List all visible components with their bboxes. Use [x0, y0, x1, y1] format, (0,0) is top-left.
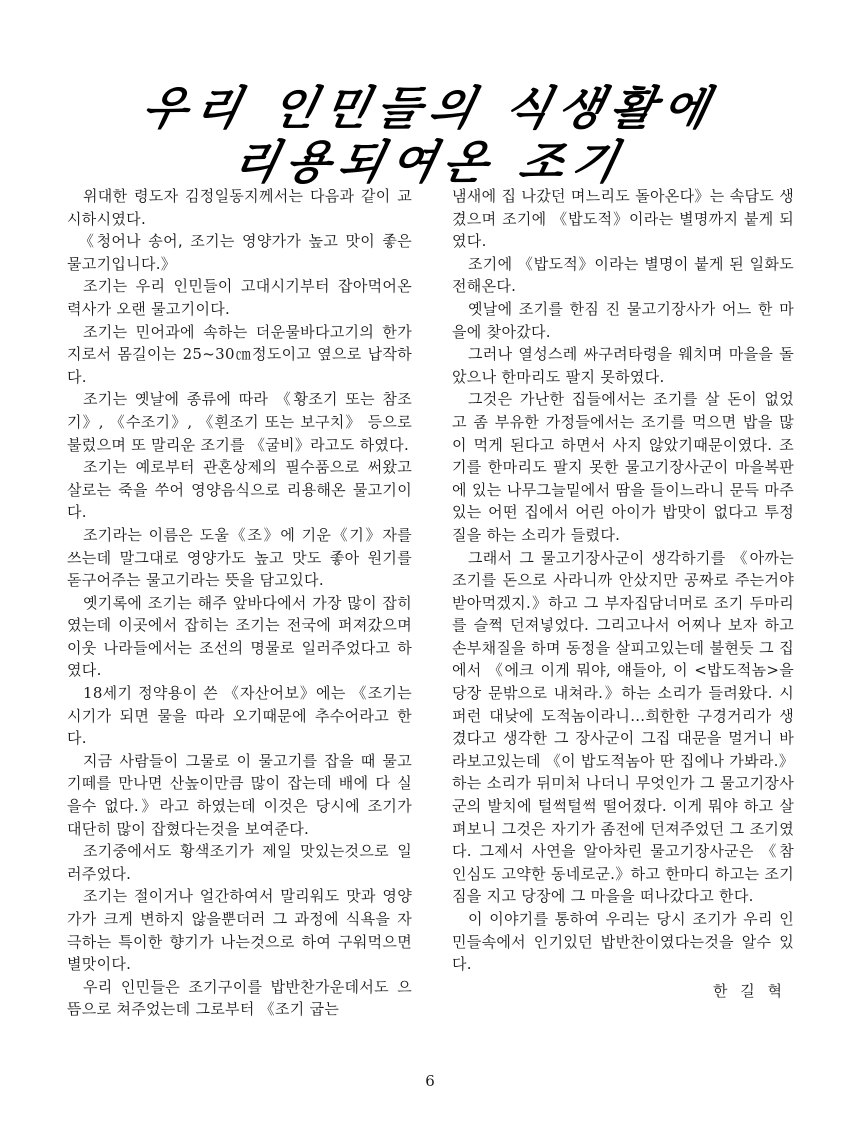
article-title-line-2: 리용되여온 조기	[228, 135, 631, 189]
paragraph: 그러나 열성스레 싸구려타령을 웨치며 마을을 돌았으나 한마리도 팔지 못하였다.	[452, 345, 794, 386]
paragraph: 조기라는 이름은 도울《조》에 기운《기》자를 쓰는데 말그대로 영양가도 높고 맛도 좋아 원기를 돋구어주는 물고기라는 뜻을 담고있다.	[67, 525, 412, 590]
paragraph: 냄새에 집 나갔던 며느리도 돌아온다》는 속담도 생겼으며 조기에 《밥도적》이라는 별명까지 붙게 되였다.	[452, 187, 794, 251]
paragraph: 조기는 우리 인민들이 고대시기부터 잡아먹어온 력사가 오랜 물고기이다.	[67, 277, 412, 318]
paragraph: 옛기록에 조기는 해주 앞바다에서 가장 많이 잡히였는데 이곳에서 잡히는 조기는 전국에 퍼져갔으며 이웃 나라들에서는 조선의 명물로 일러주었다고 하였다.	[67, 593, 412, 680]
paragraph: 우리 인민들은 조기구이를 밥반찬가운데서도 으뜸으로 쳐주었는데 그로부터 《조기 굽는	[67, 977, 412, 1019]
paragraph: 옛날에 조기를 한짐 진 물고기장사가 어느 한 마을에 찾아갔다.	[452, 299, 794, 341]
left-text-column	[67, 185, 412, 1021]
paragraph: 위대한 령도자 김정일동지께서는 다음과 같이 교시하시였다.	[67, 187, 412, 228]
paragraph: 이 이야기를 통하여 우리는 당시 조기가 우리 인민들속에서 인기있던 밥반찬이였다는것을 알수 있다.	[452, 910, 794, 974]
right-text-column	[452, 185, 794, 1002]
paragraph: 조기는 절이거나 얼간하여서 말리워도 맛과 영양가가 크게 변하지 않을뿐더러 그 과정에 식욕을 자극하는 특이한 향기가 나는것으로 하여 구워먹으면 별맛이다.	[67, 887, 412, 974]
paragraph: 조기는 민어과에 속하는 더운물바다고기의 한가지로서 몸길이는 25~30㎝정도이고 옆으로 납작하다.	[67, 322, 412, 386]
paragraph: 조기에 《밥도적》이라는 별명이 붙게 된 일화도 전해온다.	[452, 254, 794, 296]
paragraph: 그래서 그 물고기장사군이 생각하기를 《아까는 조기를 돈으로 사라니까 안샀지만 공짜로 주는거야 받아먹겠지.》하고 그 부자집담너머로 조기 두마리를 슬쩍 던져넣었다. 그리고나서 어찌나 보자 하고 손부채질을 하며 동정을 살피고있는데 불현듯 그 집에서 《에크 이게 뭐야, 얘들아, 이 <밥도적놈>을 당장 문밖으로 내쳐라.》하는 소리가 들려왔다. 시퍼런 대낮에 도적놈이라니…희한한 구경거리가 생겼다고 생각한 그 장사군이 그집 대문을 멀거니 바라보고있는데 《이 밥도적놈아 딴 집에나 가봐라.》하는 소리가 뒤미처 나더니 무엇인가 그 물고기장사군의 발치에 털썩털썩 떨어졌다. 이게 뭐야 하고 살펴보니 그것은 자기가 좀전에 던져주었던 그 조기였다. 그제서 사연을 알아차린 물고기장사군은 《참 인심도 고약한 동네로군.》하고 한마디 하고는 조기짐을 지고 당장에 그 마을을 떠나갔다고 한다.	[452, 548, 795, 906]
paragraph: 그것은 가난한 집들에서는 조기를 살 돈이 없었고 좀 부유한 가정들에서는 조기를 먹으면 밥을 많이 먹게 된다고 하면서 사지 않았기때문이였다. 조기를 한마리도 팔지 못한 물고기장사군이 마을복판에 있는 나무그늘밑에서 땀을 들이느라니 문득 마주 있는 어떤 집에서 어린 아이가 밥맛이 없다고 투정질을 하는 소리가 들렸다.	[452, 390, 794, 544]
paragraph: 조기는 예로부터 관혼상제의 필수품으로 써왔고 살로는 죽을 쑤어 영양음식으로 리용해온 물고기이다.	[67, 458, 412, 522]
author-name: 한 길 혁	[712, 981, 786, 1000]
paragraph: 지금 사람들이 그물로 이 물고기를 잡을 때 물고기떼를 만나면 산높이만큼 많이 잡는데 배에 다 실을수 없다.》라고 하였는데 이것은 당시에 조기가 대단히 많이 잡혔다는것을 보여준다.	[67, 751, 412, 838]
paragraph: 조기중에서도 황색조기가 제일 맛있는것으로 일러주었다.	[67, 842, 412, 883]
article-title-line-1: 우리 인민들의 식생활에	[137, 81, 722, 135]
quote-paragraph: 《청어나 송어, 조기는 영양가가 높고 맛이 좋은 물고기입니다.》	[67, 232, 412, 273]
paragraph: 18세기 정약용이 쓴 《자산어보》에는 《조기는 시기가 되면 물을 따라 오기때문에 추수어라고 한다.	[67, 684, 412, 748]
page-number: 6	[425, 1072, 435, 1090]
paragraph: 조기는 옛날에 종류에 따라 《황조기 또는 참조기》, 《수조기》, 《흰조기 또는 보구치》 등으로 불렀으며 또 말리운 조기를 《굴비》라고도 하였다.	[67, 390, 412, 454]
